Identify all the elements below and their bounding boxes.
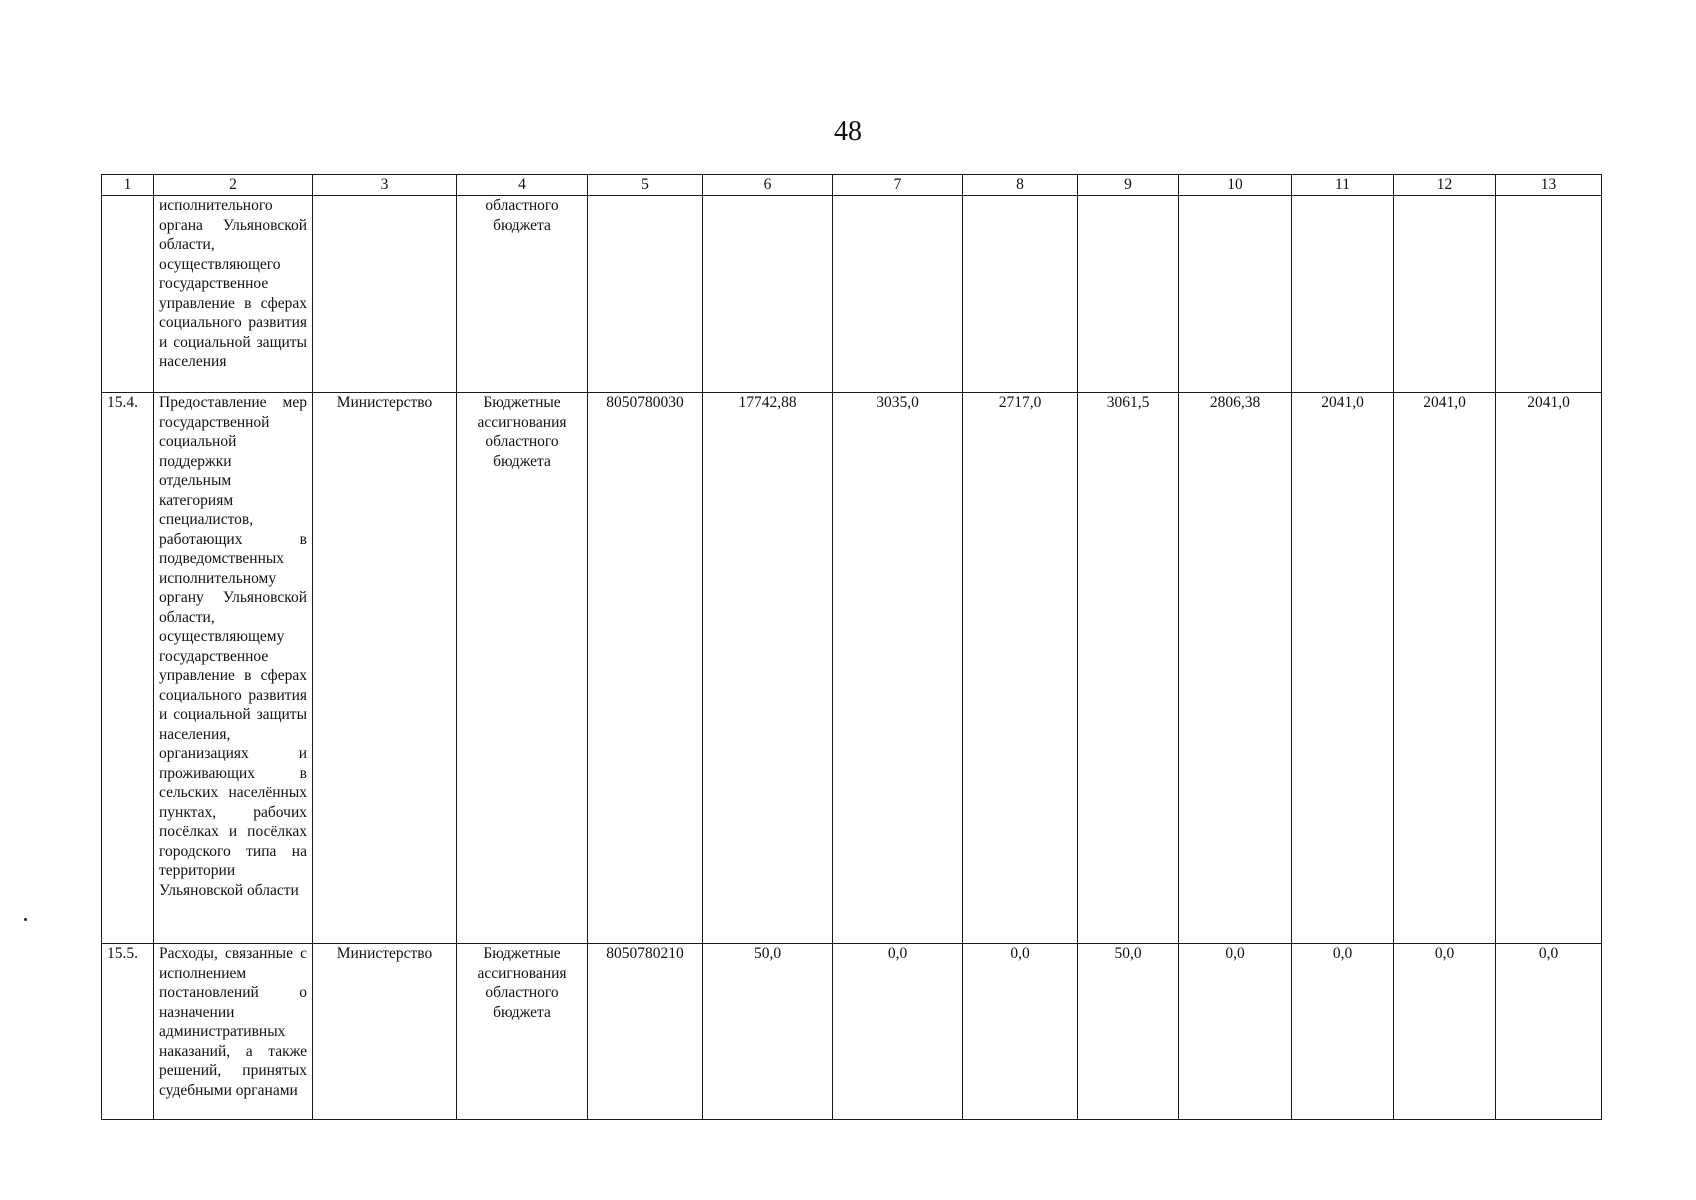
value-cell: 0,0: [963, 944, 1078, 1120]
column-header: 9: [1078, 175, 1179, 196]
column-header: 4: [457, 175, 588, 196]
value-cell: 0,0: [1394, 944, 1496, 1120]
value-cell: [1179, 196, 1292, 393]
column-header: 10: [1179, 175, 1292, 196]
value-cell: [1292, 196, 1394, 393]
value-cell: 0,0: [1179, 944, 1292, 1120]
value-cell: 50,0: [1078, 944, 1179, 1120]
value-cell: [703, 196, 833, 393]
budget-code: [588, 196, 703, 393]
value-cell: 50,0: [703, 944, 833, 1120]
executor: Министерство: [313, 944, 457, 1120]
value-cell: [1394, 196, 1496, 393]
table-row: [102, 393, 1602, 944]
measure-name: исполнительного органа Ульяновской области, осуществляющего государственное управление в сферах социального развития и социальной защиты населения: [154, 196, 313, 393]
value-cell: 0,0: [1292, 944, 1394, 1120]
row-number: [102, 196, 154, 393]
executor: Министерство: [313, 393, 457, 944]
value-cell: 3035,0: [833, 393, 963, 944]
value-cell: [833, 196, 963, 393]
funding-source: Бюджетные ассигнования областного бюджета: [457, 944, 588, 1120]
header-row: [102, 175, 1602, 196]
value-cell: 2041,0: [1292, 393, 1394, 944]
value-cell: 2041,0: [1496, 393, 1602, 944]
column-header: 12: [1394, 175, 1496, 196]
column-header: 7: [833, 175, 963, 196]
value-cell: [1496, 196, 1602, 393]
funding-source: Бюджетные ассигнования областного бюджета: [457, 393, 588, 944]
column-header: 13: [1496, 175, 1602, 196]
measure-name: Предоставление мер государственной социальной поддержки отдельным категориям специалистов, работающих в подведомственных исполнительному органу Ульяновской области, осуществляющему государственное управление в сферах социального развития и социальной защиты населения, организациях и проживающих в сельских населённых пунктах, рабочих посёлках и посёлках городского типа на территории Ульяновской области: [154, 393, 313, 944]
row-number: 15.4.: [102, 393, 154, 944]
table-row: [102, 196, 1602, 393]
budget-code: 8050780030: [588, 393, 703, 944]
column-header: 2: [154, 175, 313, 196]
measure-name: Расходы, связанные с исполнением постановлений о назначении административных наказаний, а также решений, принятых судебными органами: [154, 944, 313, 1120]
scan-speck: [24, 918, 27, 921]
column-header: 3: [313, 175, 457, 196]
value-cell: 0,0: [833, 944, 963, 1120]
value-cell: 2041,0: [1394, 393, 1496, 944]
column-header: 6: [703, 175, 833, 196]
value-cell: 2717,0: [963, 393, 1078, 944]
funding-source: областного бюджета: [457, 196, 588, 393]
value-cell: 3061,5: [1078, 393, 1179, 944]
column-header: 1: [102, 175, 154, 196]
column-header: 8: [963, 175, 1078, 196]
budget-code: 8050780210: [588, 944, 703, 1120]
column-header: 11: [1292, 175, 1394, 196]
table-row: [102, 944, 1602, 1120]
value-cell: 0,0: [1496, 944, 1602, 1120]
column-header: 5: [588, 175, 703, 196]
value-cell: [1078, 196, 1179, 393]
value-cell: 2806,38: [1179, 393, 1292, 944]
budget-table: [101, 174, 1602, 1120]
value-cell: [963, 196, 1078, 393]
page-number: 48: [834, 116, 862, 147]
row-number: 15.5.: [102, 944, 154, 1120]
executor: [313, 196, 457, 393]
value-cell: 17742,88: [703, 393, 833, 944]
